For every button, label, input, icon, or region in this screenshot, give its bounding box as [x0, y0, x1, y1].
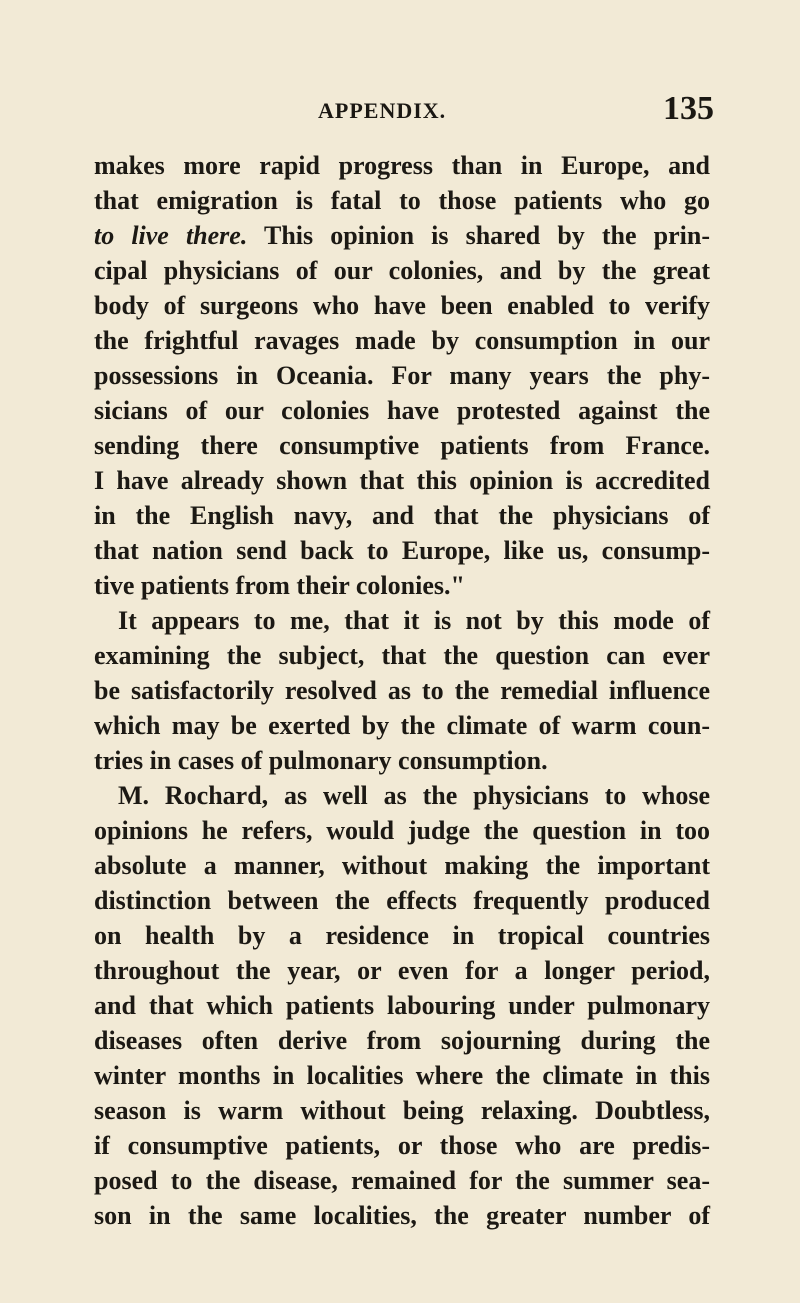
page-header: [0, 90, 800, 130]
text-line: tive patients from their colonies.": [94, 571, 465, 600]
text-line: sicians of our colonies have protested against the: [94, 396, 710, 425]
text-fragment: This opinion is shared by the prin-: [247, 221, 710, 250]
text-line: winter months in localities where the climate in this: [94, 1061, 710, 1090]
running-head: APPENDIX.: [318, 98, 447, 123]
text-line: that emigration is fatal to those patients who go: [94, 186, 710, 215]
text-line: diseases often derive from sojourning during the: [94, 1026, 710, 1055]
text-line: posed to the disease, remained for the summer sea-: [94, 1166, 710, 1195]
text-line: examining the subject, that the question can ever: [94, 641, 710, 670]
text-line: that nation send back to Europe, like us, consump-: [94, 536, 710, 565]
text-line: I have already shown that this opinion is accredited: [94, 466, 710, 495]
text-line: sending there consumptive patients from France.: [94, 431, 710, 460]
text-line: absolute a manner, without making the important: [94, 851, 710, 880]
text-line: opinions he refers, would judge the question in too: [94, 816, 710, 845]
text-line: son in the same localities, the greater number of: [94, 1201, 710, 1230]
text-line: [94, 218, 710, 253]
text-line: M. Rochard, as well as the physicians to whose: [118, 781, 710, 810]
text-line: which may be exerted by the climate of warm coun-: [94, 711, 710, 740]
body-text: [94, 148, 710, 1233]
italic-phrase: to live there.: [94, 221, 248, 250]
page-number: 135: [663, 90, 714, 127]
text-line: and that which patients labouring under pulmonary: [94, 991, 710, 1020]
text-line: distinction between the effects frequently produced: [94, 886, 710, 915]
text-line: the frightful ravages made by consumption in our: [94, 326, 710, 355]
text-line: season is warm without being relaxing. Doubtless,: [94, 1096, 710, 1125]
text-line: throughout the year, or even for a longer period,: [94, 956, 710, 985]
text-line: in the English navy, and that the physicians of: [94, 501, 710, 530]
text-line: It appears to me, that it is not by this mode of: [118, 606, 710, 635]
text-line: body of surgeons who have been enabled to verify: [94, 291, 710, 320]
text-line: cipal physicians of our colonies, and by the great: [94, 256, 710, 285]
text-line: be satisfactorily resolved as to the remedial influence: [94, 676, 710, 705]
text-line: makes more rapid progress than in Europe, and: [94, 151, 710, 180]
text-line: possessions in Oceania. For many years the phy-: [94, 361, 710, 390]
text-line: if consumptive patients, or those who are predis-: [94, 1131, 710, 1160]
text-line: on health by a residence in tropical countries: [94, 921, 710, 950]
text-line: tries in cases of pulmonary consumption.: [94, 746, 548, 775]
